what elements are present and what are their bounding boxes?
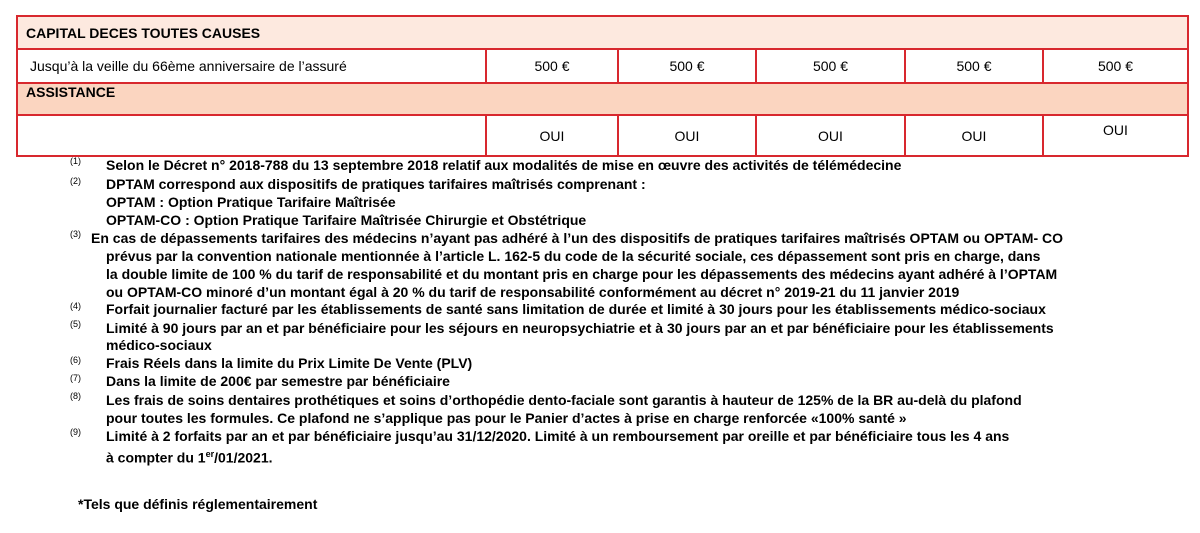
capital-value-2: 500 € (617, 50, 755, 82)
note-6-number: (6) (70, 355, 81, 365)
assistance-value-5: OUI (1042, 116, 1187, 155)
capital-section-title: CAPITAL DECES TOUTES CAUSES (26, 25, 261, 41)
note-9-tail-after: /01/2021. (214, 449, 273, 466)
assistance-value-3: OUI (755, 116, 904, 155)
note-3-line-3: la double limite de 100 % du tarif de responsabilité et du montant pris en charge pour les dépassements des médecins ayant adhéré à l’OPTAM (106, 266, 1058, 282)
assistance-value-4: OUI (904, 116, 1042, 155)
assistance-value-1: OUI (485, 116, 617, 155)
assistance-row-label (18, 116, 485, 155)
note-4-number: (4) (70, 301, 81, 311)
note-6-line-1: Frais Réels dans la limite du Prix Limite De Vente (PLV) (106, 355, 473, 371)
note-9-tail-sup: er (205, 449, 215, 459)
footer-note: *Tels que définis réglementairement (78, 496, 318, 512)
assistance-section-header (18, 84, 1187, 114)
note-5-line-2: médico-sociaux (106, 337, 212, 353)
note-8-line-1: Les frais de soins dentaires prothétiques et soins d’orthopédie dento-faciale sont garantis à hauteur de 125% de la BR au-delà du plafond (106, 392, 1022, 408)
capital-value-1: 500 € (485, 50, 617, 82)
note-9-line-2 (106, 445, 273, 467)
note-1-line-1: Selon le Décret n° 2018-788 du 13 septembre 2018 relatif aux modalités de mise en œuvre des activités de télémédecine (106, 157, 902, 173)
note-9-line-1: Limité à 2 forfaits par an et par bénéficiaire jusqu’au 31/12/2020. Limité à un remboursement par oreille et par bénéficiaire tous les 4 ans (106, 428, 1010, 444)
note-8-number: (8) (70, 391, 81, 401)
note-2-line-2: OPTAM : Option Pratique Tarifaire Maîtrisée (106, 194, 396, 210)
capital-section-header (18, 17, 1187, 48)
note-3-number: (3) (70, 229, 81, 239)
capital-row-label: Jusqu’à la veille du 66ème anniversaire de l’assuré (30, 58, 347, 74)
note-9-number: (9) (70, 427, 81, 437)
note-1-number: (1) (70, 156, 81, 166)
capital-value-5: 500 € (1042, 50, 1187, 82)
note-3-line-2: prévus par la convention nationale mentionnée à l’article L. 162-5 du code de la sécurité sociale, ces dépassement sont pris en charge, dans (106, 248, 1041, 264)
note-7-line-1: Dans la limite de 200€ par semestre par bénéficiaire (106, 373, 450, 389)
note-5-number: (5) (70, 319, 81, 329)
note-3-line-4: ou OPTAM-CO minoré d’un montant égal à 20 % du tarif de responsabilité conformément au décret n° 2019-21 du 11 janvier 2019 (106, 284, 960, 300)
assistance-value-2: OUI (617, 116, 755, 155)
note-7-number: (7) (70, 373, 81, 383)
note-2-number: (2) (70, 176, 81, 186)
note-4-line-1: Forfait journalier facturé par les établissements de santé sans limitation de durée et limité à 30 jours pour les établissements médico-sociaux (106, 301, 1046, 317)
assistance-section-title: ASSISTANCE (26, 84, 116, 100)
assistance-values-row (18, 116, 1187, 155)
capital-value-4: 500 € (904, 50, 1042, 82)
note-2-line-3: OPTAM-CO : Option Pratique Tarifaire Maîtrisée Chirurgie et Obstétrique (106, 212, 587, 228)
note-8-line-2: pour toutes les formules. Ce plafond ne s’applique pas pour le Panier d’actes à prise en charge renforcée «100% santé » (106, 410, 907, 426)
note-9-tail-before: à compter du 1 (106, 449, 206, 466)
capital-value-3: 500 € (755, 50, 904, 82)
note-2-line-1: DPTAM correspond aux dispositifs de pratiques tarifaires maîtrisés comprenant : (106, 176, 646, 192)
note-3-line-1: En cas de dépassements tarifaires des médecins n’ayant pas adhéré à l’un des dispositifs de pratiques tarifaires maîtrisés OPTAM ou OPTAM- CO (91, 230, 1064, 246)
note-5-line-1: Limité à 90 jours par an et par bénéficiaire pour les séjours en neuropsychiatrie et à 30 jours par an et par bénéficiaire pour les établissements (106, 320, 1054, 336)
guarantee-table (16, 15, 1189, 157)
